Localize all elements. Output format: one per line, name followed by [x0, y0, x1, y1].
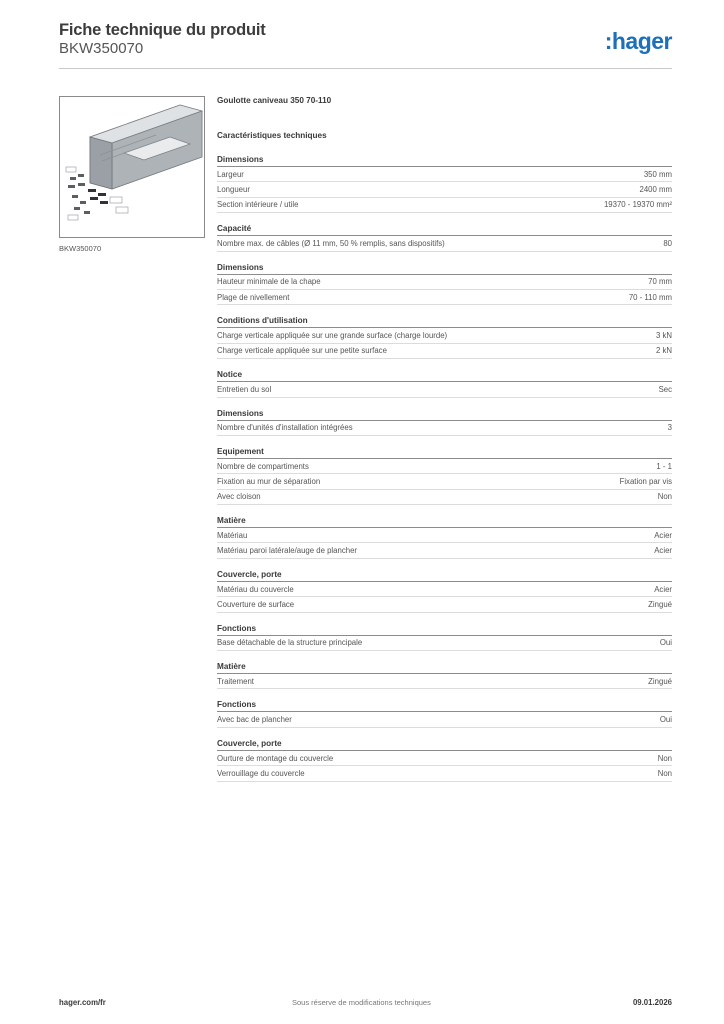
section-heading: Capacité — [217, 223, 672, 236]
spec-row — [217, 597, 672, 612]
section-heading: Matière — [217, 515, 672, 528]
spec-label: Ourture de montage du couvercle — [217, 753, 334, 763]
product-image — [59, 96, 205, 238]
section-heading: Equipement — [217, 446, 672, 459]
spec-label: Largeur — [217, 169, 244, 179]
section-heading: Conditions d'utilisation — [217, 315, 672, 328]
spec-value: Acier — [654, 546, 672, 556]
spec-section — [217, 569, 672, 613]
section-heading: Couvercle, porte — [217, 569, 672, 582]
spec-row — [217, 182, 672, 197]
spec-value: Non — [657, 768, 672, 778]
spec-row — [217, 328, 672, 343]
spec-value: 2400 mm — [639, 185, 672, 195]
spec-value: Acier — [654, 530, 672, 540]
spec-value: 19370 - 19370 mm² — [603, 200, 672, 210]
spec-value: Non — [657, 492, 672, 502]
spec-value: 3 — [667, 423, 672, 433]
section-heading: Notice — [217, 369, 672, 382]
spec-label: Fixation au mur de séparation — [217, 476, 321, 486]
spec-row — [217, 636, 672, 651]
spec-value: 350 mm — [643, 169, 672, 179]
spec-row — [217, 275, 672, 290]
spec-sections — [217, 154, 672, 782]
spec-row — [217, 167, 672, 182]
spec-value: Non — [657, 753, 672, 763]
spec-row — [217, 474, 672, 489]
spec-row — [217, 766, 672, 781]
spec-row — [217, 528, 672, 543]
spec-value: 70 - 110 mm — [628, 292, 672, 302]
spec-section — [217, 315, 672, 359]
footer-website-link[interactable]: hager.com/fr — [59, 998, 106, 1007]
spec-row — [217, 712, 672, 727]
spec-value: Zingué — [648, 599, 672, 609]
spec-value: Acier — [654, 584, 672, 594]
spec-value: Zingué — [648, 676, 672, 686]
spec-section — [217, 699, 672, 727]
spec-label: Hauteur minimale de la chape — [217, 277, 321, 287]
spec-section — [217, 154, 672, 213]
spec-row — [217, 490, 672, 505]
spec-row — [217, 290, 672, 305]
spec-section — [217, 408, 672, 436]
spec-row — [217, 198, 672, 213]
spec-label: Base détachable de la structure principale — [217, 638, 363, 648]
section-heading: Dimensions — [217, 408, 672, 421]
spec-section — [217, 515, 672, 559]
spec-row — [217, 382, 672, 397]
spec-label: Nombre de compartiments — [217, 461, 309, 471]
spec-label: Matériau paroi latérale/auge de plancher — [217, 546, 358, 556]
spec-row — [217, 751, 672, 766]
header-divider — [59, 68, 672, 69]
spec-value: 1 - 1 — [656, 461, 672, 471]
spec-value: 3 kN — [655, 331, 672, 341]
spec-section — [217, 738, 672, 782]
spec-section — [217, 223, 672, 251]
spec-row — [217, 236, 672, 251]
footer-date: 09.01.2026 — [632, 998, 672, 1007]
spec-label: Avec cloison — [217, 492, 261, 502]
spec-value: Sec — [658, 384, 672, 394]
spec-section — [217, 446, 672, 505]
spec-label: Plage de nivellement — [217, 292, 290, 302]
product-name: Goulotte caniveau 350 70-110 — [217, 96, 332, 105]
product-reference: BKW350070 — [59, 40, 144, 57]
page-title: Fiche technique du produit — [59, 21, 266, 39]
spec-section — [217, 661, 672, 689]
cable-duct-illustration — [60, 97, 204, 237]
spec-value: 2 kN — [655, 346, 672, 356]
spec-label: Charge verticale appliquée sur une petite surface — [217, 346, 387, 356]
spec-value: Fixation par vis — [619, 476, 672, 486]
spec-label: Couverture de surface — [217, 599, 295, 609]
spec-label: Charge verticale appliquée sur une grande surface (charge lourde) — [217, 331, 448, 341]
spec-label: Verrouillage du couvercle — [217, 768, 305, 778]
spec-label: Traitement — [217, 676, 254, 686]
spec-label: Nombre max. de câbles (Ø 11 mm, 50 % remplis, sans dispositifs) — [217, 238, 445, 248]
image-caption: BKW350070 — [59, 244, 102, 253]
spec-label: Longueur — [217, 185, 250, 195]
spec-row — [217, 421, 672, 436]
technical-characteristics-heading: Caractéristiques techniques — [217, 131, 327, 140]
spec-row — [217, 459, 672, 474]
spec-value: Oui — [659, 638, 672, 648]
footer-notice: Sous réserve de modifications techniques — [292, 998, 431, 1007]
spec-section — [217, 623, 672, 651]
spec-section — [217, 369, 672, 397]
hager-logo[interactable]: :hager — [604, 28, 672, 54]
spec-row — [217, 543, 672, 558]
section-heading: Fonctions — [217, 623, 672, 636]
specifications-panel — [217, 96, 672, 782]
section-heading: Fonctions — [217, 699, 672, 712]
section-heading: Matière — [217, 661, 672, 674]
spec-value: 70 mm — [648, 277, 672, 287]
section-heading: Dimensions — [217, 262, 672, 275]
spec-section — [217, 262, 672, 306]
spec-row — [217, 674, 672, 689]
spec-value: 80 — [663, 238, 672, 248]
spec-value: Oui — [659, 715, 672, 725]
spec-label: Matériau du couvercle — [217, 584, 294, 594]
spec-label: Nombre d'unités d'installation intégrées — [217, 423, 353, 433]
spec-label: Matériau — [217, 530, 248, 540]
spec-label: Entretien du sol — [217, 384, 272, 394]
section-heading: Couvercle, porte — [217, 738, 672, 751]
spec-row — [217, 582, 672, 597]
section-heading: Dimensions — [217, 154, 672, 167]
spec-label: Avec bac de plancher — [217, 715, 292, 725]
spec-label: Section intérieure / utile — [217, 200, 299, 210]
spec-row — [217, 344, 672, 359]
